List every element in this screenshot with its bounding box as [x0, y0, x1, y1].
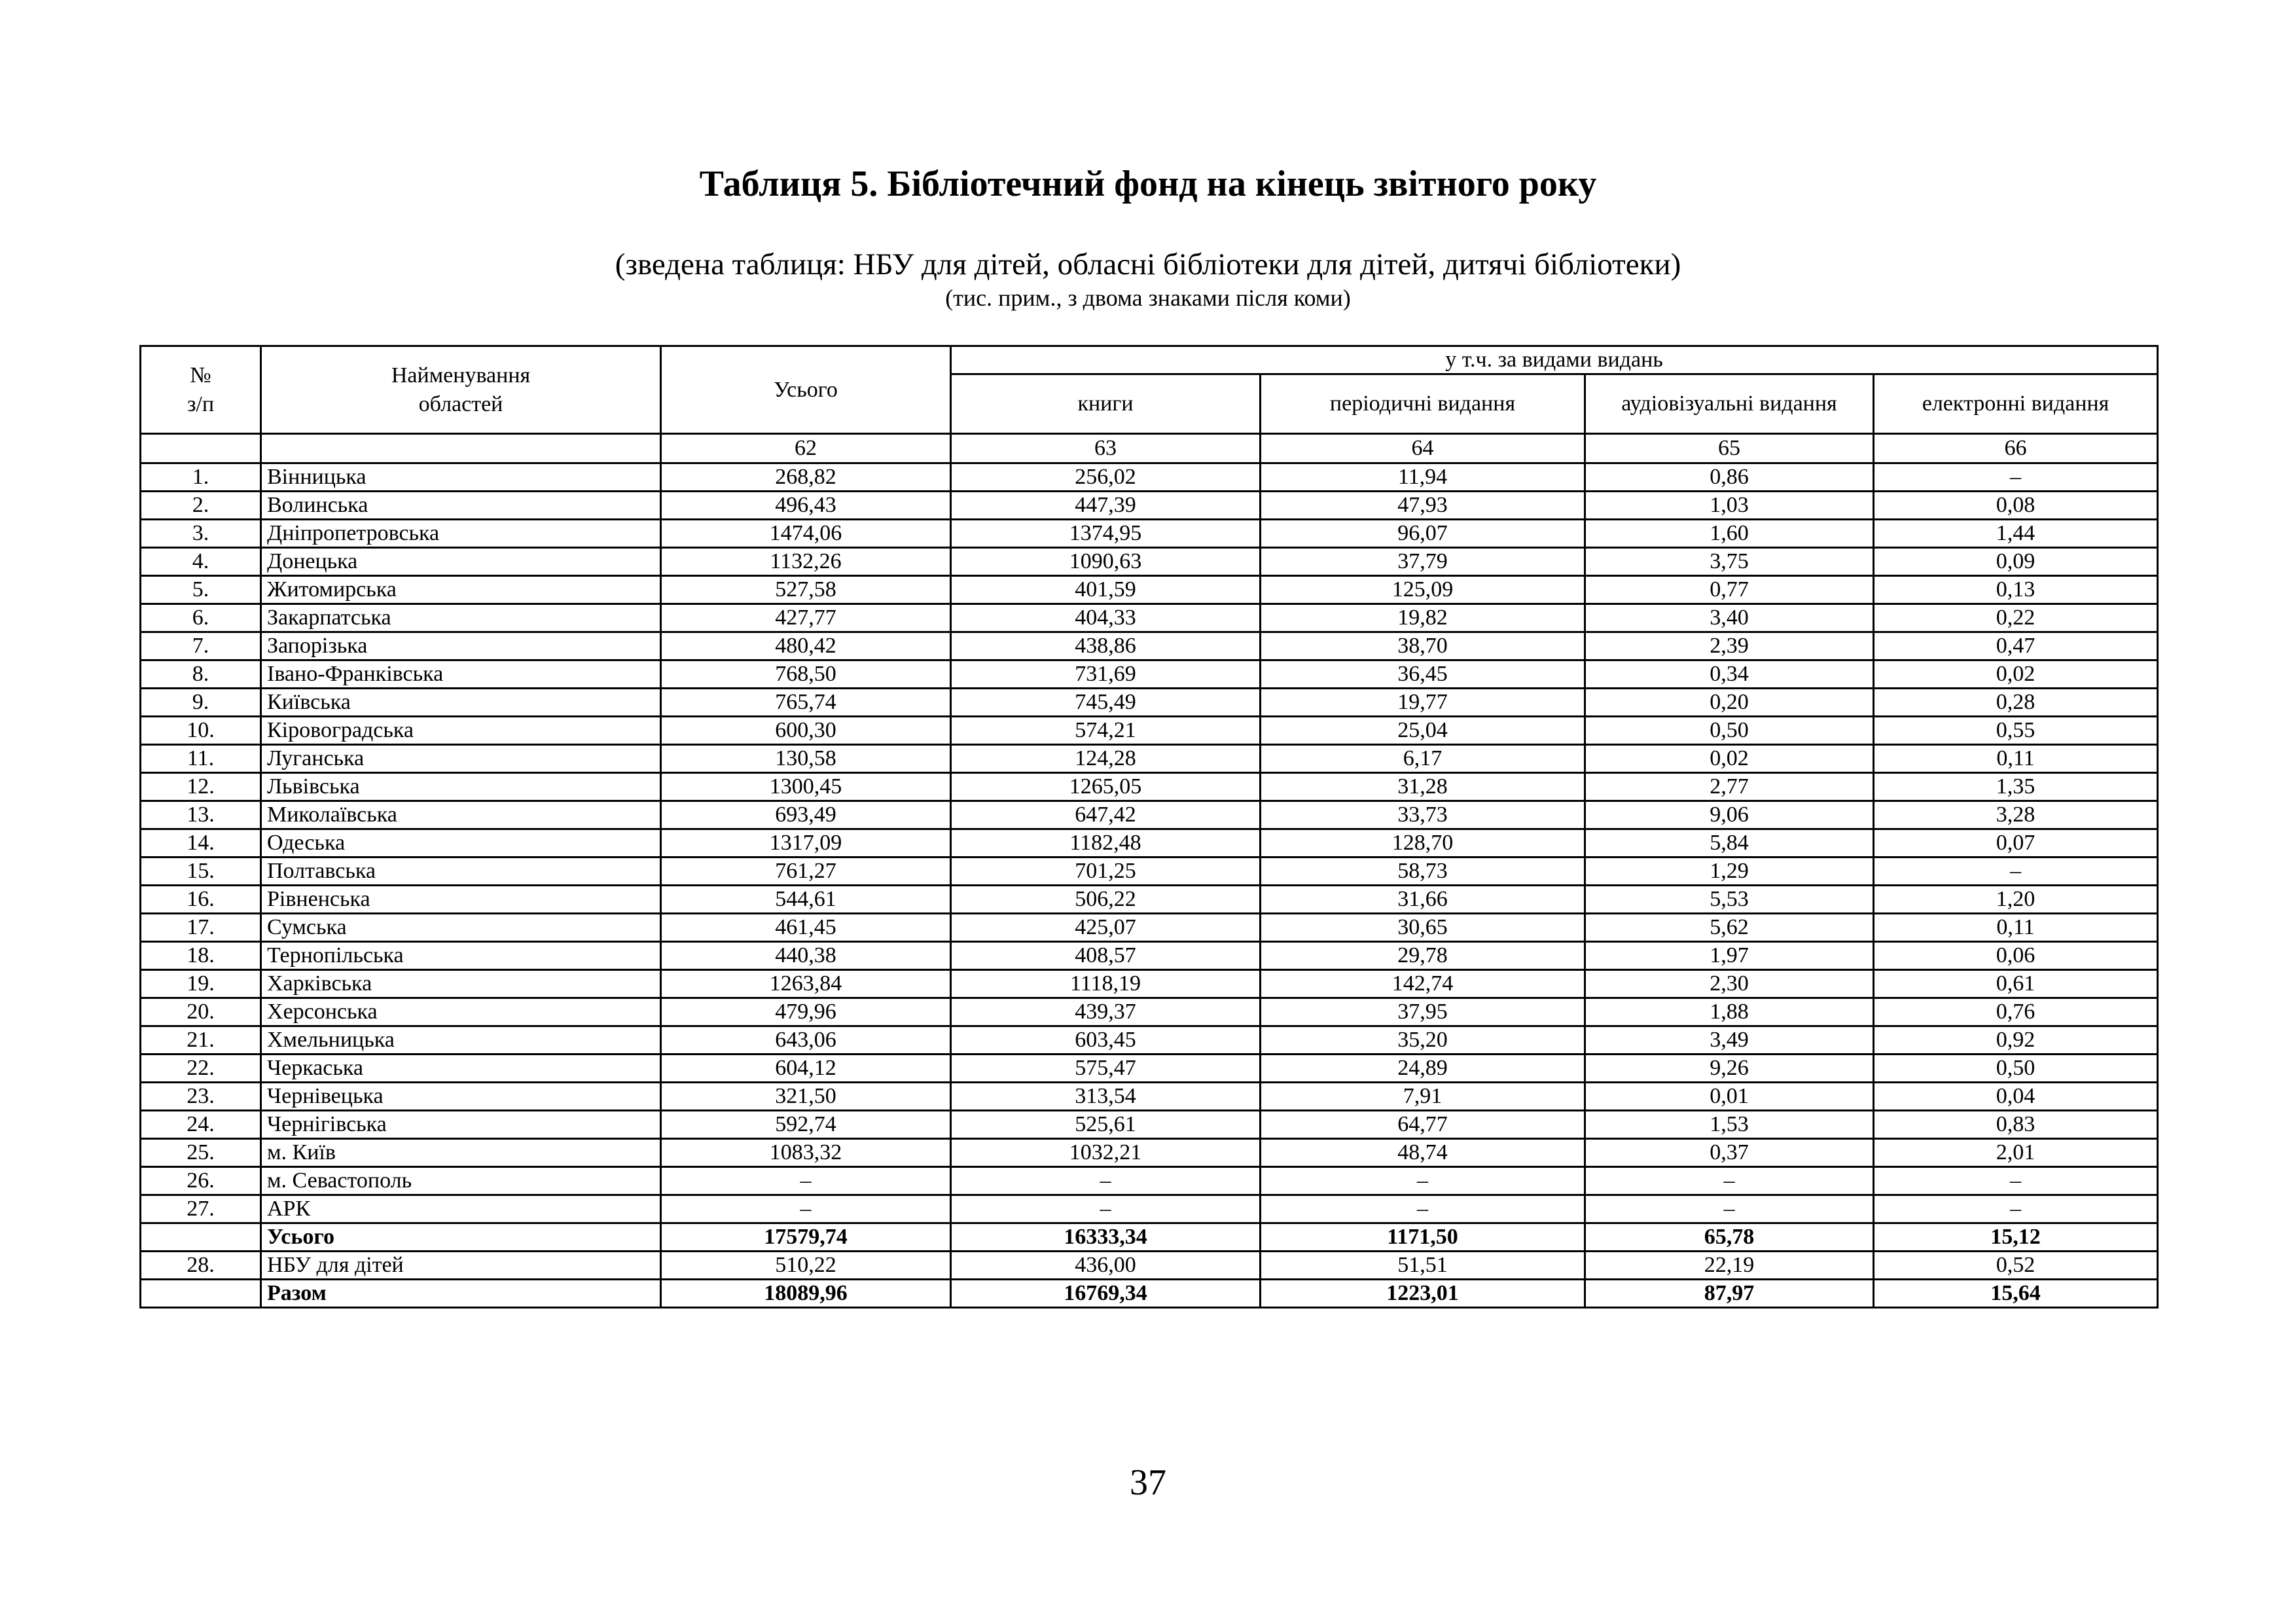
row-periodicals-cell: 19,82: [1261, 604, 1585, 632]
table-row: [141, 576, 2158, 604]
row-periodicals-cell: 33,73: [1261, 801, 1585, 829]
row-electronic-cell: 0,11: [1874, 745, 2158, 773]
table-row: [141, 1167, 2158, 1195]
row-region-name-cell: м. Севастополь: [261, 1167, 661, 1195]
page-number: 37: [1130, 1462, 1166, 1503]
row-total-cell: 461,45: [661, 914, 951, 942]
row-audiovisual-cell: –: [1585, 1167, 1874, 1195]
row-audiovisual-cell: 2,30: [1585, 970, 1874, 998]
table-row: [141, 829, 2158, 857]
row-periodicals-cell: 31,66: [1261, 886, 1585, 914]
row-audiovisual-cell: 0,77: [1585, 576, 1874, 604]
table-subtitle: (зведена таблиця: НБУ для дітей, обласні бібліотеки для дітей, дитячі бібліотеки): [615, 247, 1681, 281]
row-electronic-cell: 0,09: [1874, 548, 2158, 576]
row-audiovisual-cell: 9,26: [1585, 1055, 1874, 1083]
row-books-cell: 447,39: [951, 492, 1261, 520]
row-electronic-cell: –: [1874, 857, 2158, 886]
row-total-cell: 768,50: [661, 660, 951, 689]
row-periodicals-cell: 25,04: [1261, 717, 1585, 745]
row-periodicals-cell: 51,51: [1261, 1252, 1585, 1280]
row-books-cell: –: [951, 1195, 1261, 1223]
header-name-line2: областей: [418, 391, 503, 416]
row-audiovisual-cell: 1,60: [1585, 520, 1874, 548]
row-number-cell: 23.: [141, 1083, 261, 1111]
header-name: [261, 346, 661, 434]
row-periodicals-cell: 11,94: [1261, 463, 1585, 492]
row-audiovisual-cell: 3,49: [1585, 1026, 1874, 1055]
row-number-cell: 21.: [141, 1026, 261, 1055]
row-audiovisual-cell: 1,97: [1585, 942, 1874, 970]
row-periodicals-cell: 125,09: [1261, 576, 1585, 604]
row-books-cell: 1118,19: [951, 970, 1261, 998]
table-row: [141, 604, 2158, 632]
row-periodicals-cell: 24,89: [1261, 1055, 1585, 1083]
row-region-name-cell: Сумська: [261, 914, 661, 942]
row-number-cell: 1.: [141, 463, 261, 492]
header-electronic: електронні видання: [1874, 374, 2158, 434]
row-region-name-cell: Закарпатська: [261, 604, 661, 632]
row-audiovisual-cell: 0,86: [1585, 463, 1874, 492]
units-note: (тис. прим., з двома знаками після коми): [945, 285, 1351, 311]
row-region-name-cell: Чернігівська: [261, 1111, 661, 1139]
table-row: [141, 1026, 2158, 1055]
row-periodicals-cell: 7,91: [1261, 1083, 1585, 1111]
row-electronic-cell: 0,61: [1874, 970, 2158, 998]
row-number-cell: 22.: [141, 1055, 261, 1083]
row-periodicals-cell: –: [1261, 1195, 1585, 1223]
row-electronic-cell: 0,55: [1874, 717, 2158, 745]
header-code-audiovisual: 65: [1585, 434, 1874, 463]
row-number-cell: 17.: [141, 914, 261, 942]
row-region-name-cell: Львівська: [261, 773, 661, 801]
row-books-cell: 1265,05: [951, 773, 1261, 801]
table-row: [141, 801, 2158, 829]
table-row: [141, 520, 2158, 548]
row-audiovisual-cell: 1,53: [1585, 1111, 1874, 1139]
row-books-cell: 401,59: [951, 576, 1261, 604]
row-audiovisual-cell: 1,29: [1585, 857, 1874, 886]
row-total-cell: 693,49: [661, 801, 951, 829]
row-audiovisual-cell: 5,53: [1585, 886, 1874, 914]
table-row: [141, 970, 2158, 998]
table-row: [141, 914, 2158, 942]
table-row: [141, 857, 2158, 886]
row-number-cell: 26.: [141, 1167, 261, 1195]
row-electronic-cell: 15,12: [1874, 1223, 2158, 1252]
row-number-cell: 18.: [141, 942, 261, 970]
row-periodicals-cell: 37,79: [1261, 548, 1585, 576]
row-total-cell: 765,74: [661, 689, 951, 717]
header-total: Усього: [661, 346, 951, 434]
row-electronic-cell: 1,35: [1874, 773, 2158, 801]
row-periodicals-cell: 30,65: [1261, 914, 1585, 942]
row-books-cell: 425,07: [951, 914, 1261, 942]
row-number-cell: 9.: [141, 689, 261, 717]
row-electronic-cell: 15,64: [1874, 1280, 2158, 1308]
row-region-name-cell: Луганська: [261, 745, 661, 773]
table-row: [141, 463, 2158, 492]
row-electronic-cell: 1,44: [1874, 520, 2158, 548]
row-periodicals-cell: 36,45: [1261, 660, 1585, 689]
table-row: [141, 1111, 2158, 1139]
row-periodicals-cell: 48,74: [1261, 1139, 1585, 1167]
table-row: [141, 942, 2158, 970]
row-total-cell: 592,74: [661, 1111, 951, 1139]
row-audiovisual-cell: 87,97: [1585, 1280, 1874, 1308]
row-audiovisual-cell: 9,06: [1585, 801, 1874, 829]
row-region-name-cell: Івано-Франківська: [261, 660, 661, 689]
row-books-cell: 731,69: [951, 660, 1261, 689]
row-books-cell: 313,54: [951, 1083, 1261, 1111]
row-region-name-cell: Усього: [261, 1223, 661, 1252]
row-number-cell: 5.: [141, 576, 261, 604]
row-number-cell: 20.: [141, 998, 261, 1026]
row-periodicals-cell: 31,28: [1261, 773, 1585, 801]
row-books-cell: 256,02: [951, 463, 1261, 492]
table-row: [141, 717, 2158, 745]
row-total-cell: 268,82: [661, 463, 951, 492]
table-row: [141, 886, 2158, 914]
table-row: [141, 548, 2158, 576]
header-group: у т.ч. за видами видань: [951, 346, 2158, 374]
row-number-cell: 16.: [141, 886, 261, 914]
row-electronic-cell: 3,28: [1874, 801, 2158, 829]
row-number-cell: 25.: [141, 1139, 261, 1167]
row-audiovisual-cell: 0,34: [1585, 660, 1874, 689]
row-electronic-cell: 0,92: [1874, 1026, 2158, 1055]
row-periodicals-cell: 96,07: [1261, 520, 1585, 548]
row-total-cell: 510,22: [661, 1252, 951, 1280]
row-books-cell: 574,21: [951, 717, 1261, 745]
row-total-cell: 527,58: [661, 576, 951, 604]
row-electronic-cell: 0,28: [1874, 689, 2158, 717]
table-row: [141, 1139, 2158, 1167]
row-number-cell: 11.: [141, 745, 261, 773]
row-electronic-cell: 0,06: [1874, 942, 2158, 970]
row-audiovisual-cell: 1,03: [1585, 492, 1874, 520]
row-audiovisual-cell: 0,20: [1585, 689, 1874, 717]
row-total-cell: 544,61: [661, 886, 951, 914]
row-total-cell: 440,38: [661, 942, 951, 970]
header-books: книги: [951, 374, 1261, 434]
row-books-cell: 603,45: [951, 1026, 1261, 1055]
table-row: [141, 1252, 2158, 1280]
row-electronic-cell: 0,08: [1874, 492, 2158, 520]
row-periodicals-cell: 128,70: [1261, 829, 1585, 857]
row-region-name-cell: Разом: [261, 1280, 661, 1308]
table-row: [141, 632, 2158, 660]
row-electronic-cell: 0,02: [1874, 660, 2158, 689]
row-books-cell: 575,47: [951, 1055, 1261, 1083]
row-number-cell: [141, 1280, 261, 1308]
row-region-name-cell: Миколаївська: [261, 801, 661, 829]
row-total-cell: –: [661, 1167, 951, 1195]
row-books-cell: 1182,48: [951, 829, 1261, 857]
row-books-cell: 1032,21: [951, 1139, 1261, 1167]
header-code-empty: [141, 434, 261, 463]
row-region-name-cell: Запорізька: [261, 632, 661, 660]
row-audiovisual-cell: 0,01: [1585, 1083, 1874, 1111]
row-electronic-cell: 0,50: [1874, 1055, 2158, 1083]
row-electronic-cell: 0,22: [1874, 604, 2158, 632]
row-periodicals-cell: 58,73: [1261, 857, 1585, 886]
row-electronic-cell: 1,20: [1874, 886, 2158, 914]
row-region-name-cell: Волинська: [261, 492, 661, 520]
row-audiovisual-cell: 1,88: [1585, 998, 1874, 1026]
row-total-cell: 479,96: [661, 998, 951, 1026]
table-body: [141, 463, 2158, 1308]
header-num-line1: №: [190, 363, 211, 388]
table-row: [141, 1195, 2158, 1223]
row-number-cell: 4.: [141, 548, 261, 576]
row-books-cell: 701,25: [951, 857, 1261, 886]
row-audiovisual-cell: 0,37: [1585, 1139, 1874, 1167]
row-books-cell: 1374,95: [951, 520, 1261, 548]
table-row: [141, 689, 2158, 717]
row-audiovisual-cell: 22,19: [1585, 1252, 1874, 1280]
row-total-cell: 1132,26: [661, 548, 951, 576]
row-total-cell: 18089,96: [661, 1280, 951, 1308]
row-audiovisual-cell: 5,62: [1585, 914, 1874, 942]
row-number-cell: 28.: [141, 1252, 261, 1280]
header-code-periodicals: 64: [1261, 434, 1585, 463]
row-periodicals-cell: 1171,50: [1261, 1223, 1585, 1252]
row-total-cell: 321,50: [661, 1083, 951, 1111]
row-region-name-cell: Тернопільська: [261, 942, 661, 970]
row-periodicals-cell: 38,70: [1261, 632, 1585, 660]
row-periodicals-cell: 6,17: [1261, 745, 1585, 773]
row-region-name-cell: Одеська: [261, 829, 661, 857]
row-audiovisual-cell: 5,84: [1585, 829, 1874, 857]
row-number-cell: 14.: [141, 829, 261, 857]
row-audiovisual-cell: 3,75: [1585, 548, 1874, 576]
row-books-cell: 16769,34: [951, 1280, 1261, 1308]
row-total-cell: 130,58: [661, 745, 951, 773]
row-region-name-cell: Донецька: [261, 548, 661, 576]
page-title: Таблиця 5. Бібліотечний фонд на кінець звітного року: [699, 164, 1597, 204]
row-audiovisual-cell: 2,77: [1585, 773, 1874, 801]
row-number-cell: 2.: [141, 492, 261, 520]
row-electronic-cell: –: [1874, 463, 2158, 492]
row-audiovisual-cell: 0,50: [1585, 717, 1874, 745]
row-number-cell: 27.: [141, 1195, 261, 1223]
row-region-name-cell: м. Київ: [261, 1139, 661, 1167]
header-code-electronic: 66: [1874, 434, 2158, 463]
row-region-name-cell: Дніпропетровська: [261, 520, 661, 548]
row-region-name-cell: Кіровоградська: [261, 717, 661, 745]
row-number-cell: [141, 1223, 261, 1252]
row-region-name-cell: Вінницька: [261, 463, 661, 492]
row-number-cell: 12.: [141, 773, 261, 801]
row-number-cell: 7.: [141, 632, 261, 660]
header-num-line2: з/п: [187, 391, 215, 416]
row-periodicals-cell: 37,95: [1261, 998, 1585, 1026]
row-books-cell: 124,28: [951, 745, 1261, 773]
row-total-cell: 1317,09: [661, 829, 951, 857]
row-books-cell: 647,42: [951, 801, 1261, 829]
row-electronic-cell: 0,76: [1874, 998, 2158, 1026]
row-audiovisual-cell: 0,02: [1585, 745, 1874, 773]
row-total-cell: 643,06: [661, 1026, 951, 1055]
row-number-cell: 13.: [141, 801, 261, 829]
table-summary-row: [141, 1223, 2158, 1252]
header-code-books: 63: [951, 434, 1261, 463]
library-fund-table: [139, 345, 2159, 1308]
row-region-name-cell: АРК: [261, 1195, 661, 1223]
row-total-cell: 427,77: [661, 604, 951, 632]
table-row: [141, 998, 2158, 1026]
row-periodicals-cell: 1223,01: [1261, 1280, 1585, 1308]
row-total-cell: 604,12: [661, 1055, 951, 1083]
row-periodicals-cell: 47,93: [1261, 492, 1585, 520]
row-number-cell: 19.: [141, 970, 261, 998]
row-total-cell: –: [661, 1195, 951, 1223]
row-region-name-cell: Черкаська: [261, 1055, 661, 1083]
row-region-name-cell: Чернівецька: [261, 1083, 661, 1111]
row-electronic-cell: –: [1874, 1167, 2158, 1195]
row-number-cell: 15.: [141, 857, 261, 886]
row-audiovisual-cell: 65,78: [1585, 1223, 1874, 1252]
row-total-cell: 480,42: [661, 632, 951, 660]
row-region-name-cell: Херсонська: [261, 998, 661, 1026]
row-periodicals-cell: 35,20: [1261, 1026, 1585, 1055]
row-electronic-cell: 2,01: [1874, 1139, 2158, 1167]
row-books-cell: 525,61: [951, 1111, 1261, 1139]
row-region-name-cell: Житомирська: [261, 576, 661, 604]
row-number-cell: 24.: [141, 1111, 261, 1139]
row-periodicals-cell: 142,74: [1261, 970, 1585, 998]
row-periodicals-cell: –: [1261, 1167, 1585, 1195]
row-books-cell: –: [951, 1167, 1261, 1195]
row-electronic-cell: 0,83: [1874, 1111, 2158, 1139]
row-books-cell: 745,49: [951, 689, 1261, 717]
row-region-name-cell: Рівненська: [261, 886, 661, 914]
header-code-empty: [261, 434, 661, 463]
row-total-cell: 1474,06: [661, 520, 951, 548]
table-row: [141, 1083, 2158, 1111]
row-total-cell: 1263,84: [661, 970, 951, 998]
row-electronic-cell: 0,11: [1874, 914, 2158, 942]
row-books-cell: 404,33: [951, 604, 1261, 632]
row-region-name-cell: Київська: [261, 689, 661, 717]
table-row: [141, 492, 2158, 520]
row-electronic-cell: 0,52: [1874, 1252, 2158, 1280]
row-electronic-cell: –: [1874, 1195, 2158, 1223]
row-total-cell: 600,30: [661, 717, 951, 745]
row-number-cell: 6.: [141, 604, 261, 632]
header-audiovisual: аудіовізуальні видання: [1585, 374, 1874, 434]
header-num: [141, 346, 261, 434]
row-number-cell: 10.: [141, 717, 261, 745]
row-books-cell: 438,86: [951, 632, 1261, 660]
header-name-line1: Найменування: [391, 363, 531, 388]
row-region-name-cell: Полтавська: [261, 857, 661, 886]
row-books-cell: 506,22: [951, 886, 1261, 914]
header-code-total: 62: [661, 434, 951, 463]
table-row: [141, 773, 2158, 801]
row-region-name-cell: Харківська: [261, 970, 661, 998]
table-row: [141, 1055, 2158, 1083]
row-periodicals-cell: 19,77: [1261, 689, 1585, 717]
table-row: [141, 660, 2158, 689]
table-summary-row: [141, 1280, 2158, 1308]
row-books-cell: 439,37: [951, 998, 1261, 1026]
row-number-cell: 8.: [141, 660, 261, 689]
row-electronic-cell: 0,47: [1874, 632, 2158, 660]
row-total-cell: 761,27: [661, 857, 951, 886]
row-books-cell: 436,00: [951, 1252, 1261, 1280]
row-audiovisual-cell: 3,40: [1585, 604, 1874, 632]
row-periodicals-cell: 29,78: [1261, 942, 1585, 970]
row-books-cell: 408,57: [951, 942, 1261, 970]
row-region-name-cell: Хмельницька: [261, 1026, 661, 1055]
table-row: [141, 745, 2158, 773]
row-audiovisual-cell: 2,39: [1585, 632, 1874, 660]
row-audiovisual-cell: –: [1585, 1195, 1874, 1223]
row-electronic-cell: 0,13: [1874, 576, 2158, 604]
row-total-cell: 1083,32: [661, 1139, 951, 1167]
row-electronic-cell: 0,04: [1874, 1083, 2158, 1111]
row-electronic-cell: 0,07: [1874, 829, 2158, 857]
row-books-cell: 16333,34: [951, 1223, 1261, 1252]
row-total-cell: 17579,74: [661, 1223, 951, 1252]
row-number-cell: 3.: [141, 520, 261, 548]
row-periodicals-cell: 64,77: [1261, 1111, 1585, 1139]
row-region-name-cell: НБУ для дітей: [261, 1252, 661, 1280]
row-total-cell: 1300,45: [661, 773, 951, 801]
row-total-cell: 496,43: [661, 492, 951, 520]
row-books-cell: 1090,63: [951, 548, 1261, 576]
header-periodicals: періодичні видання: [1261, 374, 1585, 434]
